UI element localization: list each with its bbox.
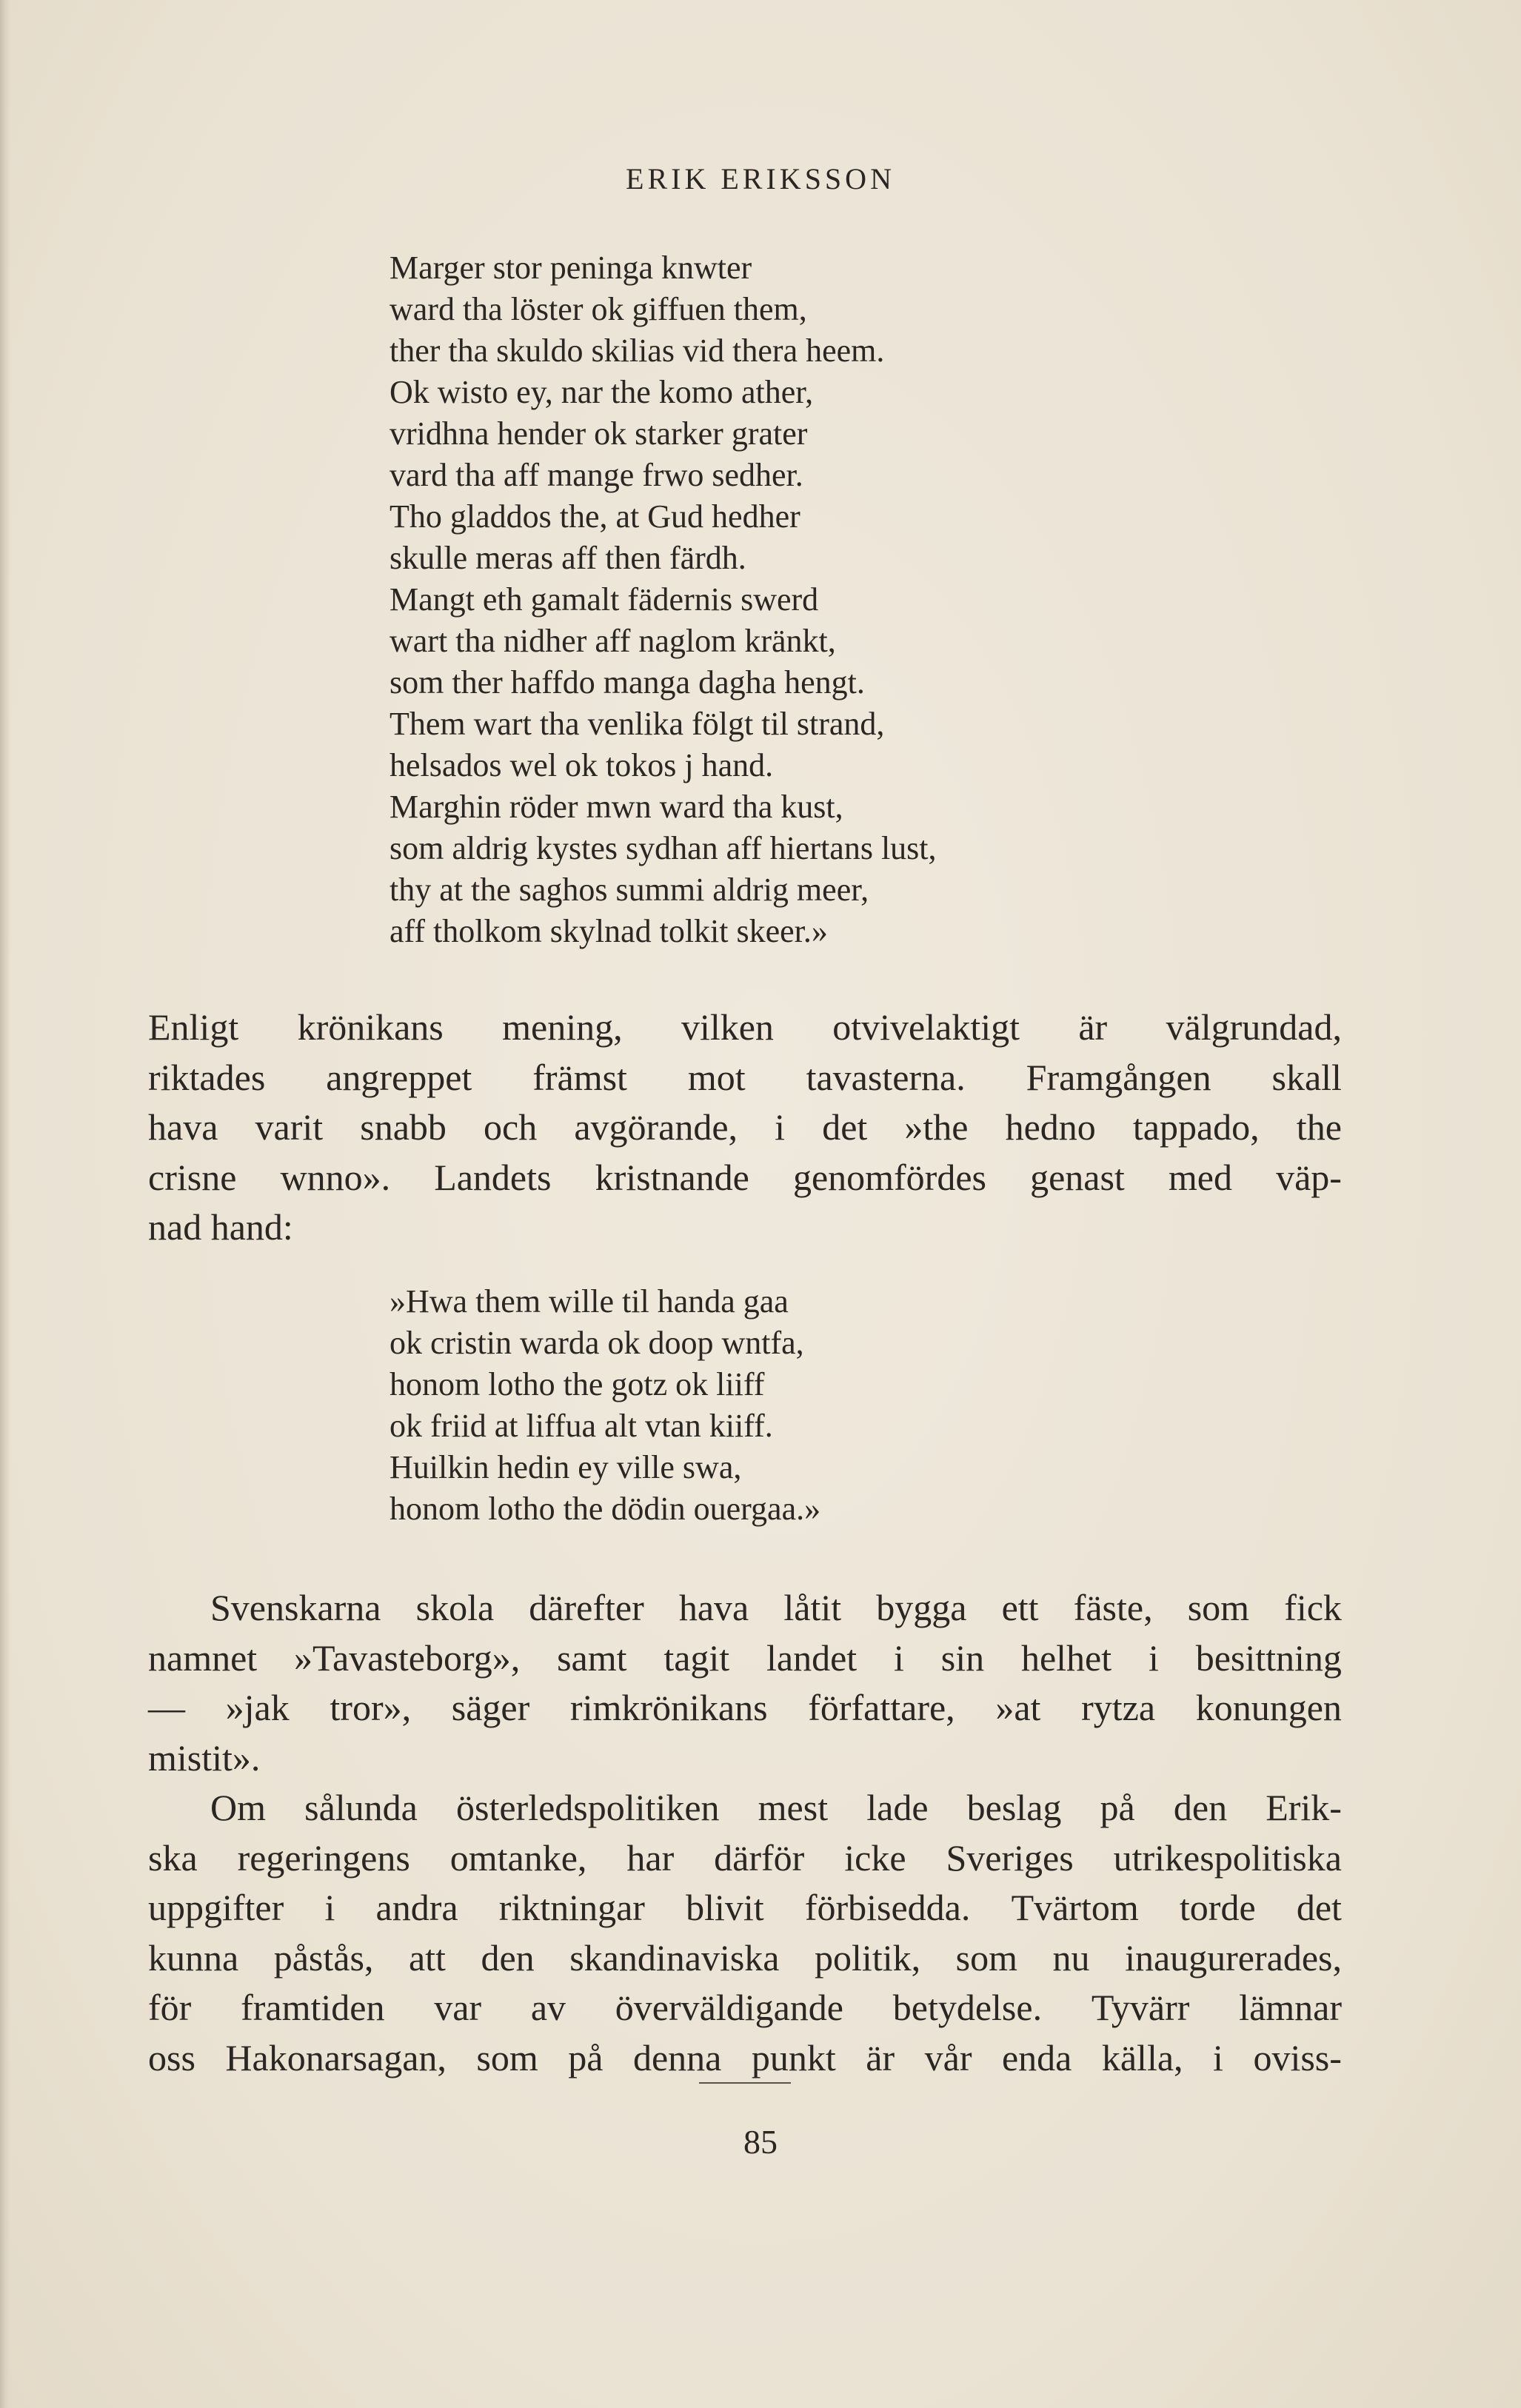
paragraph-line: namnet »Tavasteborg», samt tagit landet i sin helhet i besittning	[148, 1636, 1342, 1679]
binding-edge	[0, 0, 10, 2408]
verse-line: wart tha nidher aff naglom kränkt,	[390, 623, 836, 659]
page-number-rule	[699, 2082, 791, 2084]
verse-line: Them wart tha venlika fölgt til strand,	[390, 706, 885, 742]
paragraph-line: Svenskarna skola därefter hava låtit bygga ett fäste, som fick	[210, 1587, 1342, 1628]
verse-line: vard tha aff mange frwo sedher.	[390, 457, 803, 493]
verse-line: ther tha skuldo skilias vid thera heem.	[390, 332, 885, 369]
verse-line: vridhna hender ok starker grater	[390, 415, 808, 452]
page-number: 85	[743, 2123, 778, 2161]
paragraph-line: uppgifter i andra riktningar blivit förbisedda. Tvärtom torde det	[148, 1887, 1342, 1928]
paragraph-line: nad hand:	[148, 1206, 293, 1248]
verse-line: »Hwa them wille til handa gaa	[390, 1283, 789, 1320]
paragraph-line: hava varit snabb och avgörande, i det »the hedno tappado, the	[148, 1106, 1342, 1148]
paragraph-1	[148, 1003, 1342, 1253]
verse-line: Marger stor peninga knwter	[390, 250, 752, 286]
verse-line: skulle meras aff then färdh.	[390, 540, 746, 576]
paragraph-line: ska regeringens omtanke, har därför icke Sveriges utrikespolitiska	[148, 1836, 1342, 1879]
paragraph-2-and-3	[148, 1583, 1342, 2083]
paragraph-line: mistit».	[148, 1736, 261, 1779]
verse-line: Huilkin hedin ey ville swa,	[390, 1449, 742, 1485]
paragraph-line: Om sålunda österledspolitiken mest lade beslag på den Erik-	[210, 1787, 1342, 1828]
verse-line: aff tholkom skylnad tolkit skeer.»	[390, 913, 828, 949]
verse-line: ward tha löster ok giffuen them,	[390, 291, 807, 327]
verse-line: som ther haffdo manga dagha hengt.	[390, 664, 865, 700]
verse-line: Mangt eth gamalt fädernis swerd	[390, 581, 819, 618]
verse-line: Marghin röder mwn ward tha kust,	[390, 789, 843, 825]
verse-line: helsados wel ok tokos j hand.	[390, 747, 774, 783]
verse-line: honom lotho the dödin ouergaa.»	[390, 1491, 821, 1527]
paragraph-line: crisne wnno». Landets kristnande genomfördes genast med väp-	[148, 1156, 1342, 1198]
verse-line: Ok wisto ey, nar the komo ather,	[390, 374, 814, 410]
paragraph-line: riktades angreppet främst mot tavasterna. Framgången skall	[148, 1056, 1342, 1098]
verse-line: honom lotho the gotz ok liiff	[390, 1366, 765, 1402]
verse-quote-1	[390, 247, 1352, 952]
verse-line: ok friid at liffua alt vtan kiiff.	[390, 1408, 773, 1444]
paragraph-line: för framtiden var av överväldigande betydelse. Tyvärr lämnar	[148, 1987, 1342, 2028]
paragraph-line: kunna påstås, att den skandinaviska politik, som nu inaugurerades,	[148, 1936, 1342, 1979]
verse-line: Tho gladdos the, at Gud hedher	[390, 498, 800, 535]
verse-line: som aldrig kystes sydhan aff hiertans lust,	[390, 830, 937, 866]
paragraph-line: Enligt krönikans mening, vilken otvivelaktigt är välgrundad,	[148, 1006, 1342, 1048]
paragraph-line: — »jak tror», säger rimkrönikans författare, »at rytza konungen	[148, 1687, 1342, 1728]
running-head: ERIK ERIKSSON	[626, 162, 895, 195]
verse-line: ok cristin warda ok doop wntfa,	[390, 1325, 804, 1361]
verse-quote-2	[390, 1281, 1352, 1530]
verse-line: thy at the saghos summi aldrig meer,	[390, 872, 869, 908]
paragraph-line: oss Hakonarsagan, som på denna punkt är vår enda källa, i oviss-	[148, 2036, 1342, 2078]
